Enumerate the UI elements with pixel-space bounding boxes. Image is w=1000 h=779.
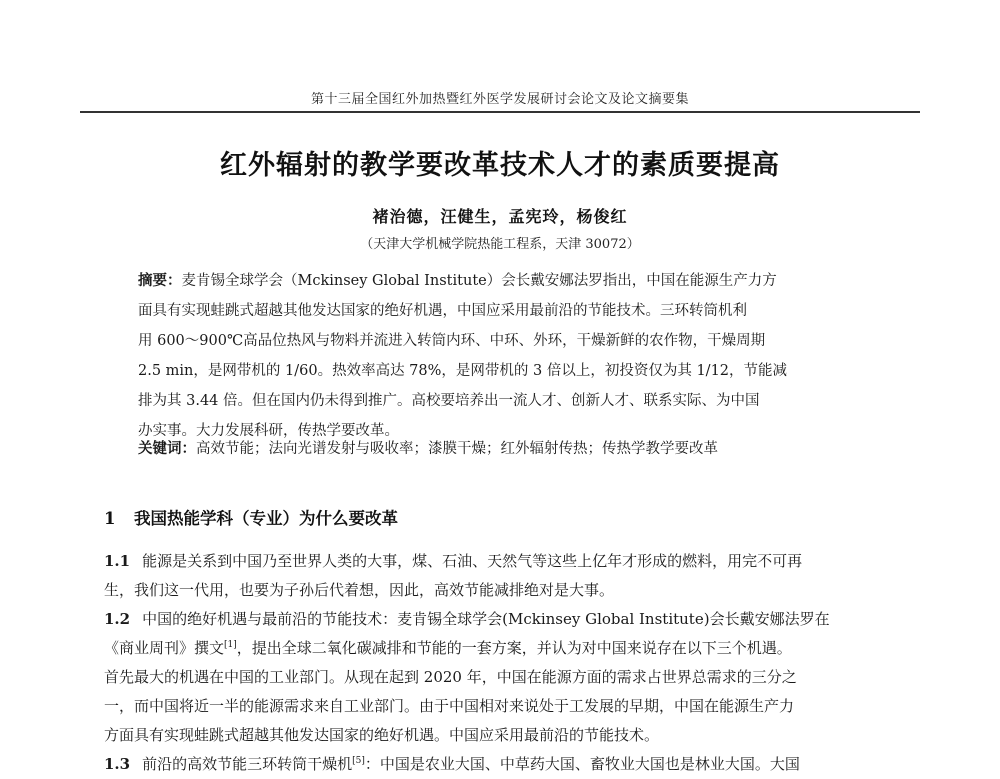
paragraph-line <box>104 634 916 663</box>
abstract-line: 排为其 3.44 倍。但在国内仍未得到推广。高校要培养出一流人才、创新人才、联系实际、为中国 <box>138 393 760 409</box>
affiliation: （天津大学机械学院热能工程系，天津 30072） <box>360 237 640 252</box>
section-number: 1 <box>104 509 116 528</box>
paragraph-text: 能源是关系到中国乃至世界人类的大事，煤、石油、天然气等这些上亿年才形成的燃料，用完不可再 <box>142 552 803 570</box>
running-header: 第十三届全国红外加热暨红外医学发展研讨会论文及论文摘要集 <box>310 92 689 107</box>
abstract-line: 办实事。大力发展科研，传热学要改革。 <box>138 423 399 439</box>
paragraph-text: ，提出全球二氧化碳减排和节能的一套方案，并认为对中国来说存在以下三个机遇。 <box>236 639 792 657</box>
paragraph-line <box>104 605 916 634</box>
paragraph-line: 方面具有实现蛙跳式超越其他发达国家的绝好机遇。中国应采用最前沿的节能技术。 <box>104 726 660 744</box>
section-heading <box>104 505 398 529</box>
header-rule <box>80 111 920 113</box>
keywords-text: 高效节能；法向光谱发射与吸收率；漆膜干燥；红外辐射传热；传热学教学要改革 <box>196 441 718 457</box>
paper-title: 红外辐射的教学要改革技术人才的素质要提高 <box>220 150 780 181</box>
paragraph-line: 首先最大的机遇在中国的工业部门。从现在起到 2020 年，中国在能源方面的需求占世界总需求的三分之 <box>104 668 797 686</box>
paragraph-line <box>104 750 916 779</box>
abstract-text: 麦肯锡全球学会（Mckinsey Global Institute）会长戴安娜法罗指出，中国在能源生产力方 <box>181 273 777 289</box>
paragraph-line <box>104 547 916 576</box>
body-text <box>104 547 916 779</box>
abstract-line: 2.5 min，是网带机的 1/60。热效率高达 78%，是网带机的 3 倍以上，初投资仅为其 1/12，节能减 <box>138 363 788 379</box>
paragraph-text: 前沿的高效节能三环转筒干燥机 <box>142 755 353 773</box>
authors: 褚治德，汪健生，孟宪玲，杨俊红 <box>372 207 628 226</box>
section-title: 我国热能学科（专业）为什么要改革 <box>134 509 398 528</box>
paragraph-line: 生，我们这一代用，也要为子孙后代着想，因此，高效节能减排绝对是大事。 <box>104 581 615 599</box>
paragraph-number: 1.2 <box>104 610 131 628</box>
paragraph-text: 中国的绝好机遇与最前沿的节能技术：麦肯锡全球学会(Mckinsey Global Institute)会长戴安娜法罗在 <box>142 610 830 628</box>
paragraph-text: ：中国是农业大国、中草药大国、畜牧业大国也是林业大国。大国 <box>364 755 800 773</box>
citation-ref[interactable]: [1] <box>224 640 237 650</box>
citation-ref[interactable]: [5] <box>352 756 365 766</box>
paragraph-number: 1.3 <box>104 755 131 773</box>
paragraph-text: 《商业周刊》撰文 <box>104 639 225 657</box>
abstract-label: 摘要： <box>138 272 182 289</box>
abstract-line: 面具有实现蛙跳式超越其他发达国家的绝好机遇，中国应采用最前沿的节能技术。三环转筒机利 <box>138 303 747 319</box>
abstract <box>138 266 864 446</box>
paragraph-number: 1.1 <box>104 552 131 570</box>
keywords <box>138 434 864 464</box>
keywords-label: 关键词： <box>138 440 196 457</box>
abstract-line <box>138 266 864 296</box>
abstract-line: 用 600～900℃高品位热风与物料并流进入转筒内环、中环、外环，干燥新鲜的农作物，干燥周期 <box>138 333 766 349</box>
paragraph-line: 一，而中国将近一半的能源需求来自工业部门。由于中国相对来说处于工发展的早期，中国在能源生产力 <box>104 697 795 715</box>
